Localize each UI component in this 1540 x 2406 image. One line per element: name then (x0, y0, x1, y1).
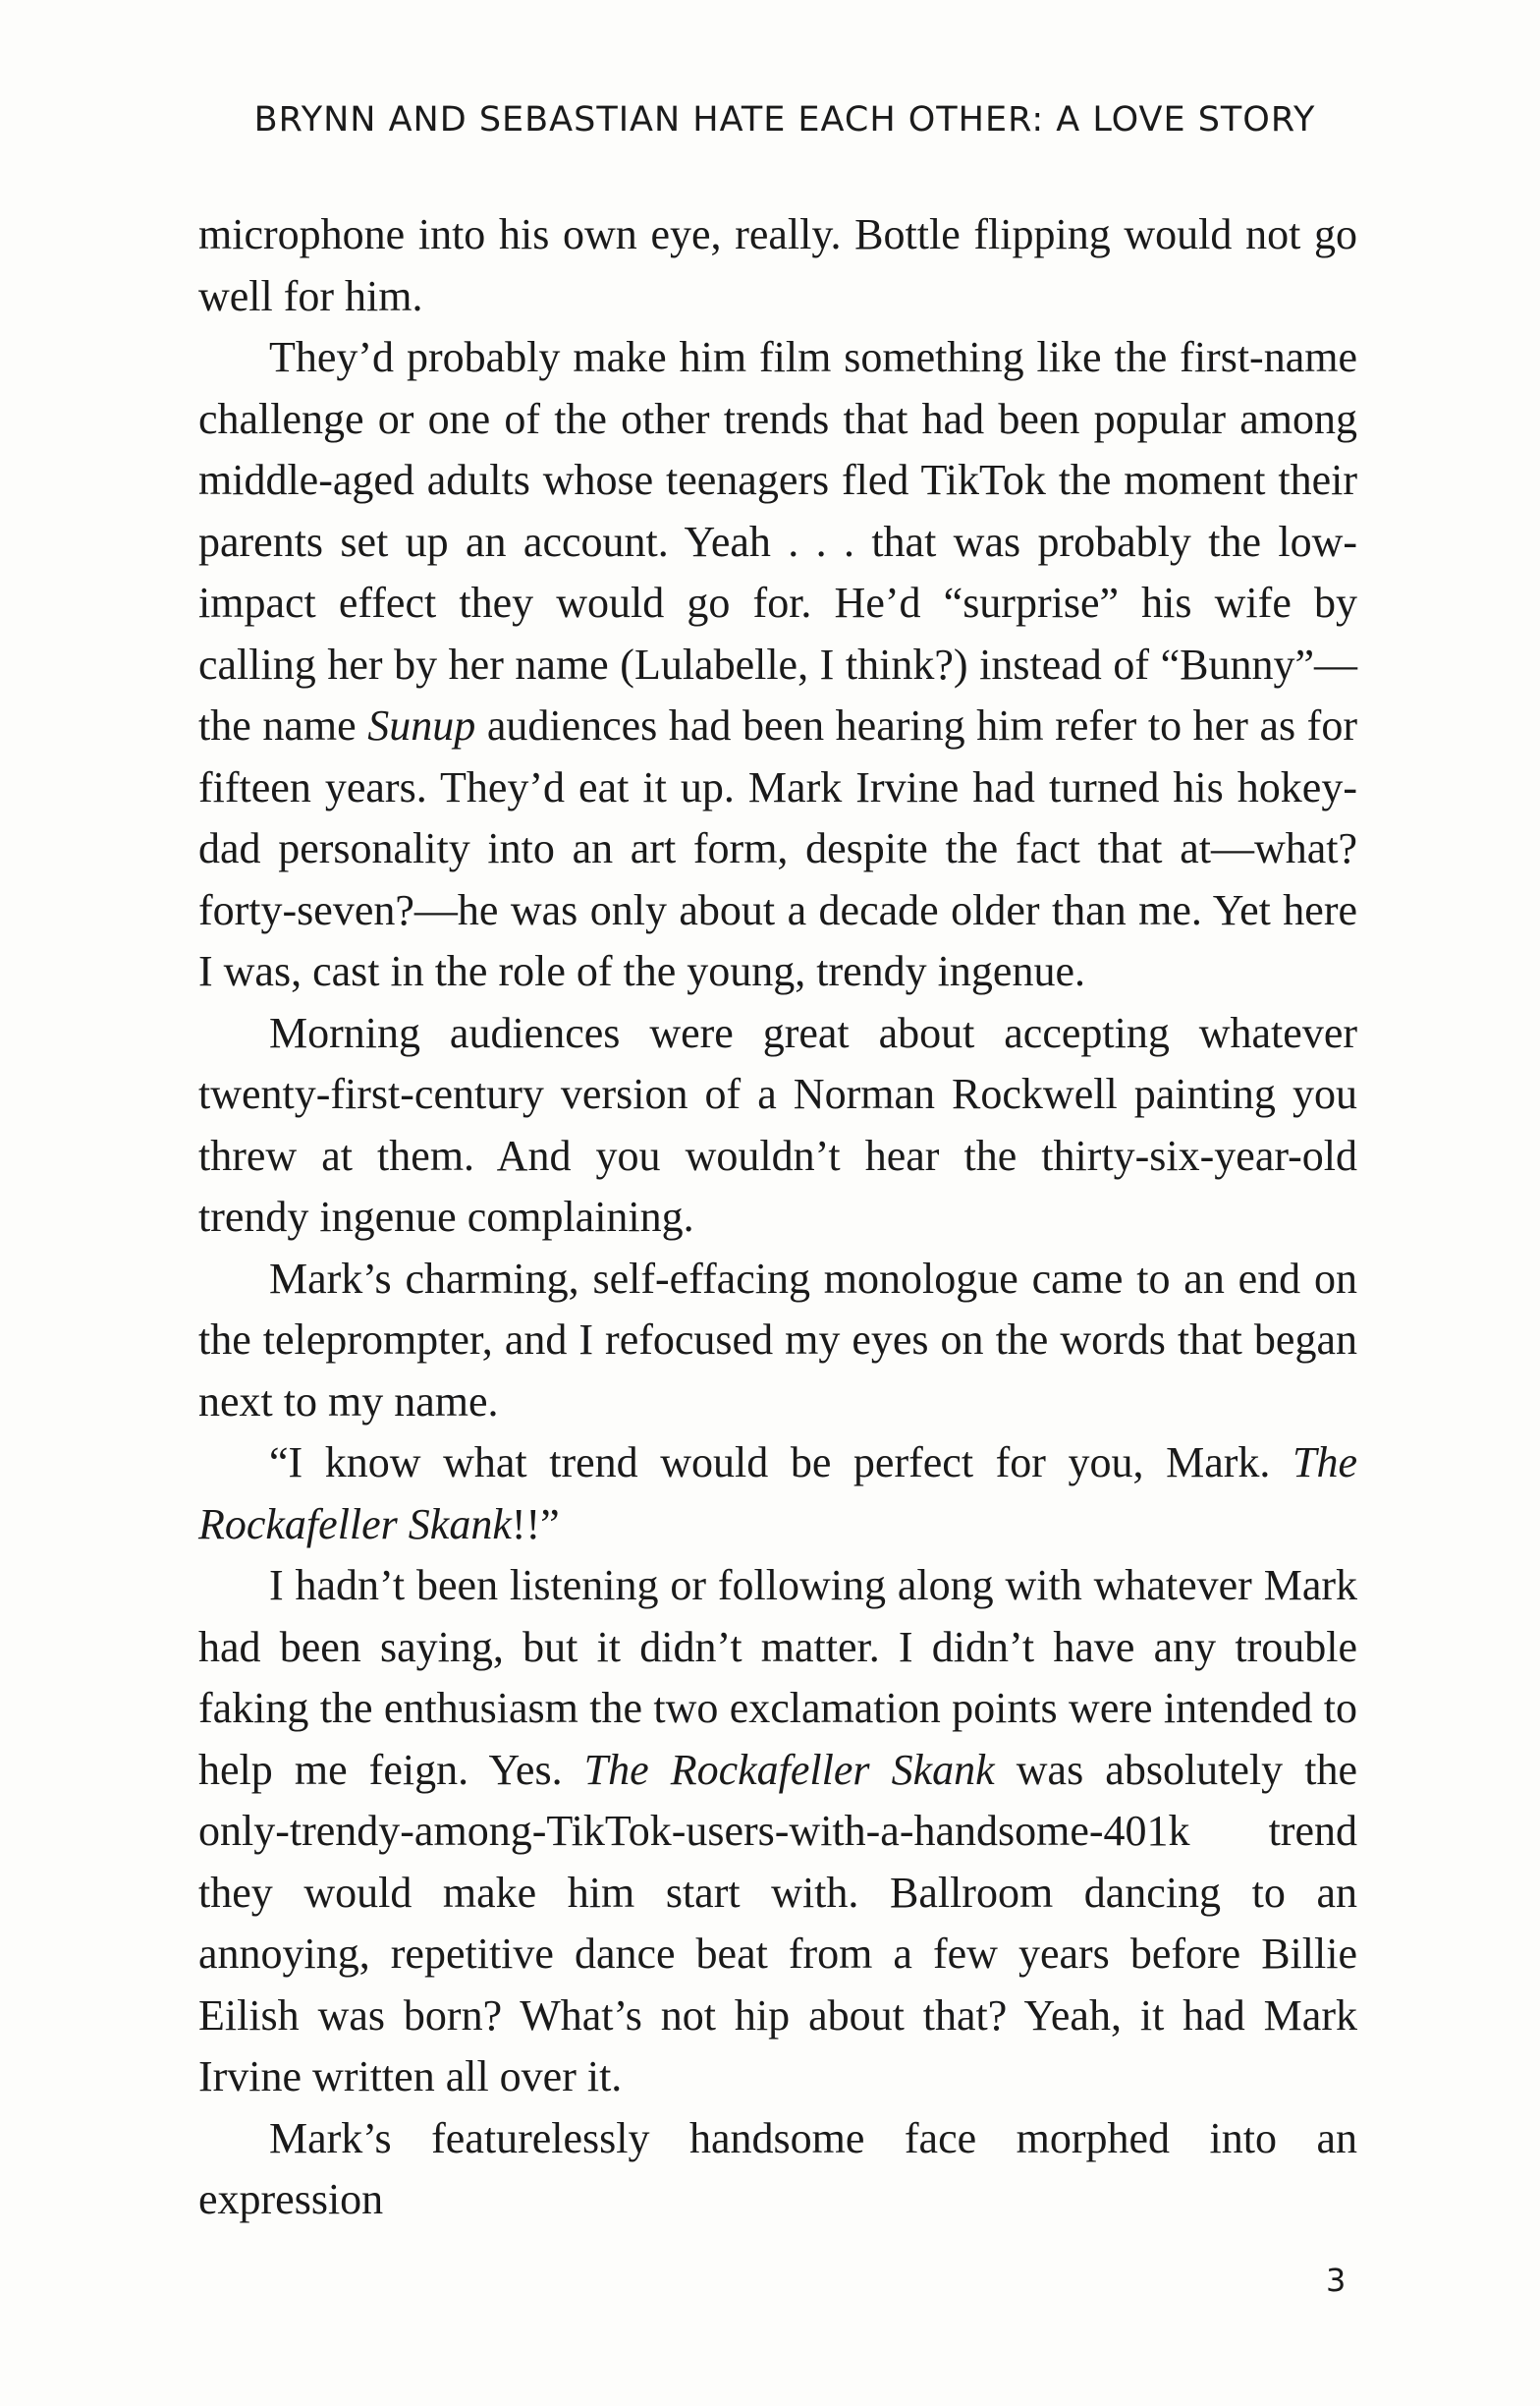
paragraph-text: microphone into his own eye, really. Bottle flipping would not go well for him. (198, 210, 1357, 320)
paragraph-text: Mark’s featurelessly handsome face morphed into an expression (198, 2113, 1357, 2223)
body-text (198, 204, 1357, 2231)
paragraph (198, 1249, 1357, 1433)
paragraph-text: They’d probably make him film something like the first-name challenge or one of the other trends that had been popular among middle-aged adults whose teenagers fled TikTok the moment their parents set up an account. Yeah . . . that was probably the low-impact effect they would go for. He’d “surprise” his wife by calling her by her name (Lulabelle, I think?) instead of “Bunny”—the name (198, 333, 1357, 750)
running-head: BRYNN AND SEBASTIAN HATE EACH OTHER: A LOVE STORY (253, 100, 1316, 140)
paragraph (198, 327, 1357, 1003)
paragraph-text: I hadn’t been listening or following along with whatever Mark had been saying, but it didn’t matter. I didn’t have any trouble faking the enthusiasm the two exclamation points were intended to help me feign. Yes. (198, 1561, 1357, 1794)
italic-title-text: The Rockafeller Skank (198, 1438, 1357, 1548)
paragraph-text: was absolutely the only-trendy-among-TikTok-users-with-a-handsome-401k trend they would make him start with. Ballroom dancing to an annoying, repetitive dance beat from a few years before Billie Eilish was born? What’s not hip about that? Yeah, it had Mark Irvine written all over it. (198, 1745, 1357, 2100)
paragraph-text: audiences had been hearing him refer to her as for fifteen years. They’d eat it up. Mark Irvine had turned his hokey-dad personality into an art form, despite the fact that at—what? forty-seven?—he was only about a decade older than me. Yet here I was, cast in the role of the young, trendy ingenue. (198, 701, 1357, 995)
paragraph (198, 1432, 1357, 1555)
paragraph-text: Morning audiences were great about accepting whatever twenty-first-century version of a Norman Rockwell painting you threw at them. And you wouldn’t hear the thirty-six-year-old trendy ingenue complaining. (198, 1008, 1357, 1241)
paragraph (198, 1555, 1357, 2108)
paragraph-text: “I know what trend would be perfect for you, Mark. (269, 1438, 1292, 1486)
italic-title-text: Sunup (367, 701, 476, 750)
italic-title-text: The Rockafeller Skank (583, 1745, 995, 1794)
paragraph (198, 1003, 1357, 1249)
paragraph-text: Mark’s charming, self-effacing monologue came to an end on the teleprompter, and I refocused my eyes on the words that began next to my name. (198, 1254, 1357, 1426)
paragraph (198, 2108, 1357, 2231)
paragraph (198, 204, 1357, 327)
paragraph-text: !!” (511, 1499, 560, 1548)
page-number: 3 (1326, 2262, 1347, 2299)
